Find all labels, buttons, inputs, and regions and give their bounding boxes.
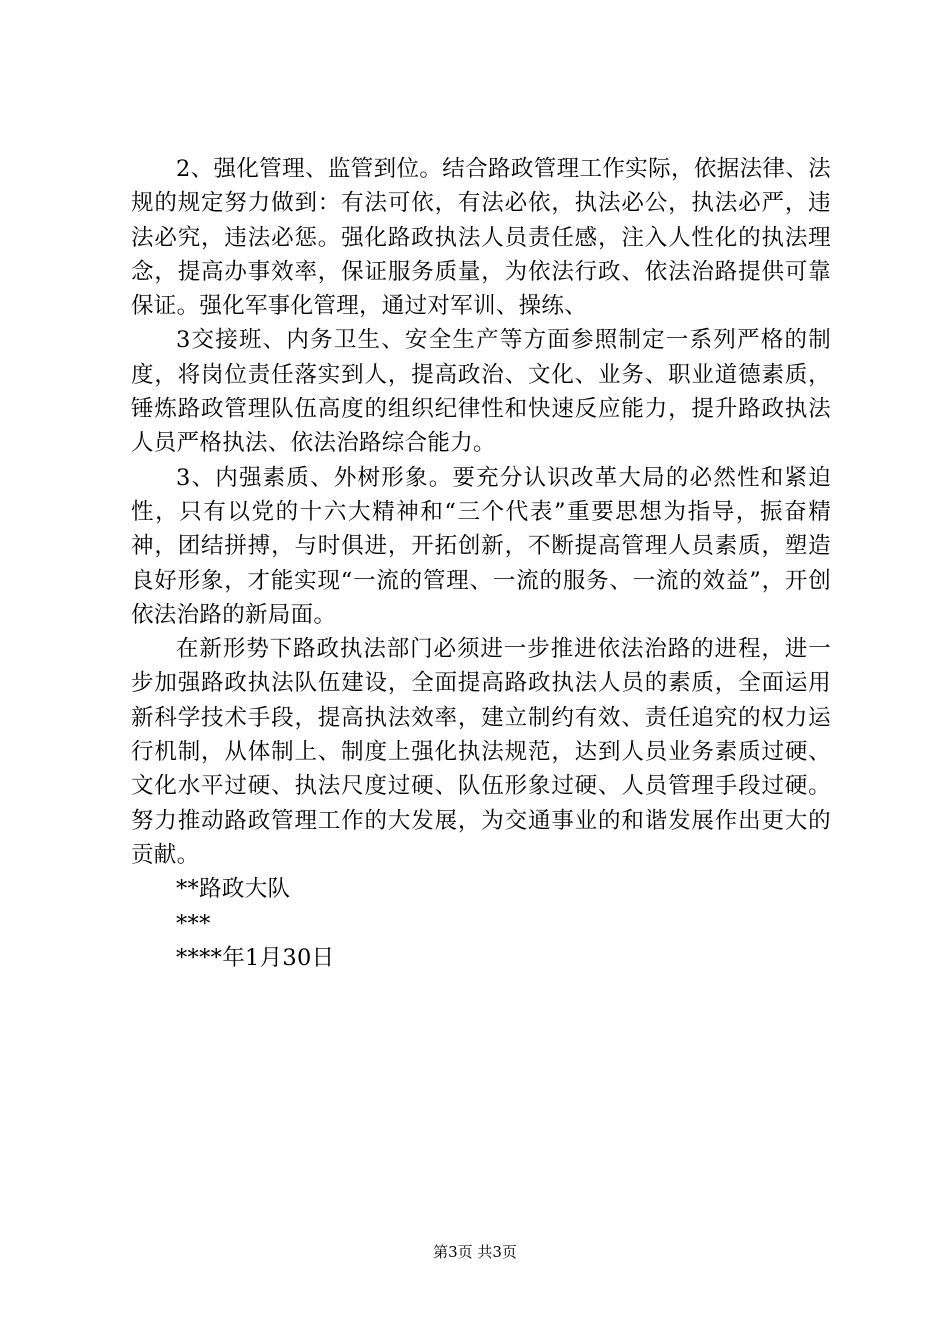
document-body: [131, 152, 831, 975]
signature-date: ****年1月30日: [176, 944, 335, 971]
signature-organization: **路政大队: [176, 876, 291, 903]
paragraph-quality-image: 3、内强素质、外树形象。要充分认识改革大局的必然性和紧迫性，只有以党的十六大精神和“三个代表”重要思想为指导，振奋精神，团结拼搏，与时俱进，开拓创新，不断提高管理人员素质，塑造良好形象，才能实现“一流的管理、一流的服务、一流的效益”，开创依法治路的新局面。: [131, 464, 831, 628]
signature-name: ***: [176, 910, 211, 937]
page-footer: [0, 1242, 950, 1262]
paragraph-management: 2、强化管理、监管到位。结合路政管理工作实际，依据法律、法规的规定努力做到：有法可依，有法必依，执法必公，执法必严，违法必究，违法必惩。强化路政执法人员责任感，注入人性化的执法理念，提高办事效率，保证服务质量，为依法行政、依法治路提供可靠保证。强化军事化管理，通过对军训、操练、: [131, 156, 831, 320]
page-number-label: 第3页 共3页: [433, 1243, 517, 1261]
paragraph-shift-handover: 3交接班、内务卫生、安全生产等方面参照制定一系列严格的制度，将岗位责任落实到人，提高政治、文化、业务、职业道德素质，锤炼路政管理队伍高度的组织纪律性和快速反应能力，提升路政执法人员严格执法、依法治路综合能力。: [131, 327, 831, 457]
paragraph-conclusion: 在新形势下路政执法部门必须进一步推进依法治路的进程，进一步加强路政执法队伍建设，全面提高路政执法人员的素质，全面运用新科学技术手段，提高执法效率，建立制约有效、责任追究的权力运行机制，从体制上、制度上强化执法规范，达到人员业务素质过硬、文化水平过硬、执法尺度过硬、队伍形象过硬、人员管理手段过硬。努力推动路政管理工作的大发展，为交通事业的和谐发展作出更大的贡献。: [131, 636, 831, 868]
